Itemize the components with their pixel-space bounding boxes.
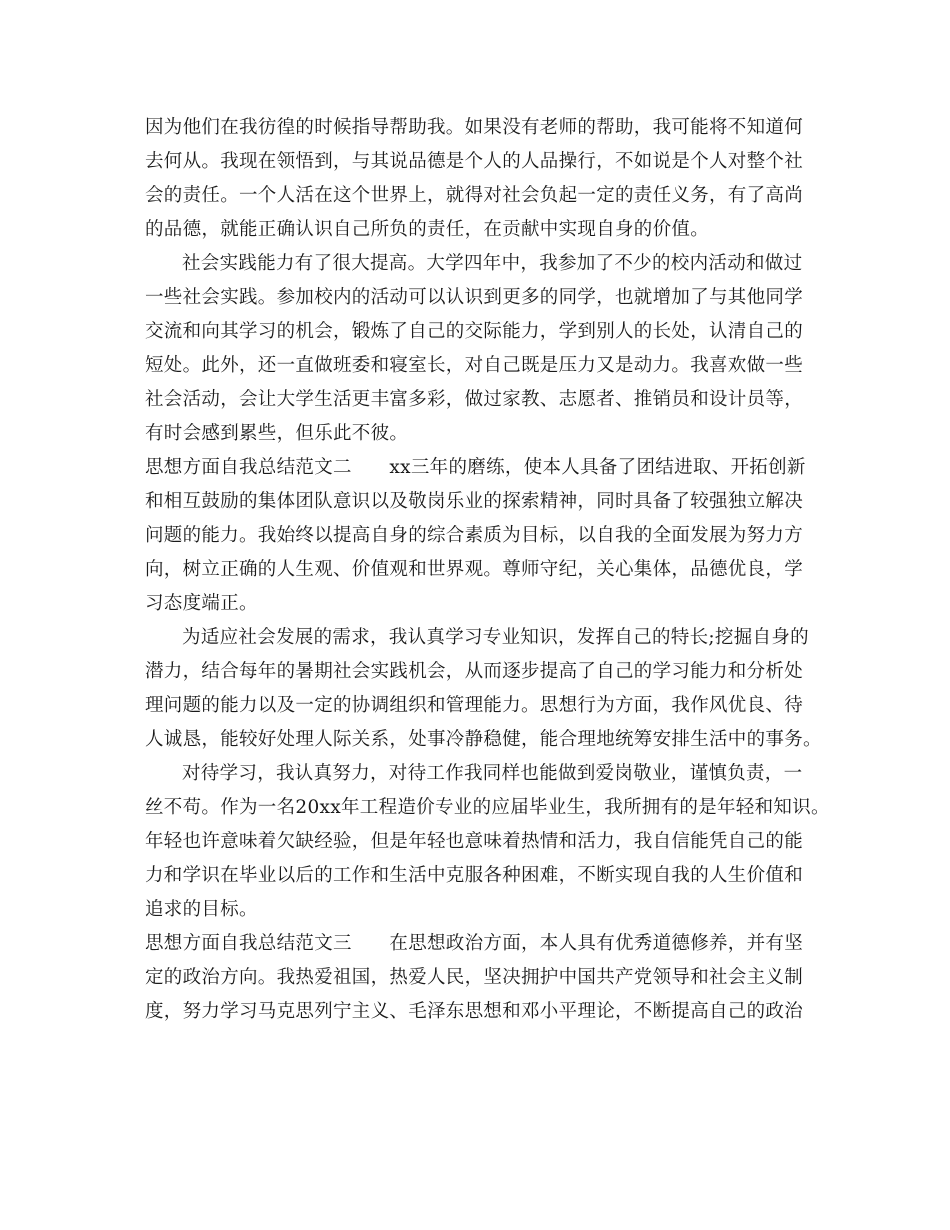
text-line: 短处。此外，还一直做班委和寝室长，对自己既是压力又是动力。我喜欢做一些 xyxy=(145,355,804,376)
text-line: 和相互鼓励的集体团队意识以及敬岗乐业的探索精神，同时具备了较强独立解决 xyxy=(145,491,804,512)
text-line: 年轻也许意味着欠缺经验，但是年轻也意味着热情和活力，我自信能凭自己的能 xyxy=(145,831,804,852)
text-line: 一些社会实践。参加校内的活动可以认识到更多的同学，也就增加了与其他同学 xyxy=(145,287,804,308)
text-line: 人诚恳，能较好处理人际关系，处事冷静稳健，能合理地统筹安排生活中的事务。 xyxy=(145,729,822,750)
section-heading-line: 思想方面自我总结范文三 在思想政治方面，本人具有优秀道德修养，并有坚 xyxy=(145,933,804,954)
text-line: 交流和向其学习的机会，锻炼了自己的交际能力，学到别人的长处，认清自己的 xyxy=(145,321,804,342)
text-line: 力和学识在毕业以后的工作和生活中克服各种困难，不断实现自我的人生价值和 xyxy=(145,865,804,886)
text-line: 有时会感到累些，但乐此不彼。 xyxy=(145,423,409,444)
text-line: 理问题的能力以及一定的协调组织和管理能力。思想行为方面，我作风优良、待 xyxy=(145,695,804,716)
text-line: 定的政治方向。我热爱祖国，热爱人民，坚决拥护中国共产党领导和社会主义制 xyxy=(145,967,804,988)
paragraph-start-line: 为适应社会发展的需求，我认真学习专业知识，发挥自己的特长;挖掘自身的 xyxy=(182,627,809,648)
text-line: 追求的目标。 xyxy=(145,899,258,920)
paragraph-start-line: 社会实践能力有了很大提高。大学四年中，我参加了不少的校内活动和做过 xyxy=(182,253,803,274)
text-line: 度，努力学习马克思列宁主义、毛泽东思想和邓小平理论，不断提高自己的政治 xyxy=(145,1001,804,1022)
text-line: 问题的能力。我始终以提高自身的综合素质为目标，以自我的全面发展为努力方 xyxy=(145,525,804,546)
text-line: 潜力，结合每年的暑期社会实践机会，从而逐步提高了自己的学习能力和分析处 xyxy=(145,661,804,682)
text-line: 因为他们在我彷徨的时候指导帮助我。如果没有老师的帮助，我可能将不知道何 xyxy=(145,117,804,138)
text-line: 丝不苟。作为一名20xx年工程造价专业的应届毕业生，我所拥有的是年轻和知识。 xyxy=(145,797,830,818)
text-line: 的品德，就能正确认识自己所负的责任，在贡献中实现自身的价值。 xyxy=(145,219,710,240)
text-line: 向，树立正确的人生观、价值观和世界观。尊师守纪，关心集体，品德优良，学 xyxy=(145,559,804,580)
section-heading-line: 思想方面自我总结范文二 xx三年的磨练，使本人具备了团结进取、开拓创新 xyxy=(145,457,806,478)
text-line: 会的责任。一个人活在这个世界上，就得对社会负起一定的责任义务，有了高尚 xyxy=(145,185,804,206)
text-line: 社会活动，会让大学生活更丰富多彩，做过家教、志愿者、推销员和设计员等， xyxy=(145,389,804,410)
paragraph-start-line: 对待学习，我认真努力，对待工作我同样也能做到爱岗敬业，谨慎负责，一 xyxy=(182,763,803,784)
text-line: 去何从。我现在领悟到，与其说品德是个人的人品操行，不如说是个人对整个社 xyxy=(145,151,804,172)
text-line: 习态度端正。 xyxy=(145,593,258,614)
